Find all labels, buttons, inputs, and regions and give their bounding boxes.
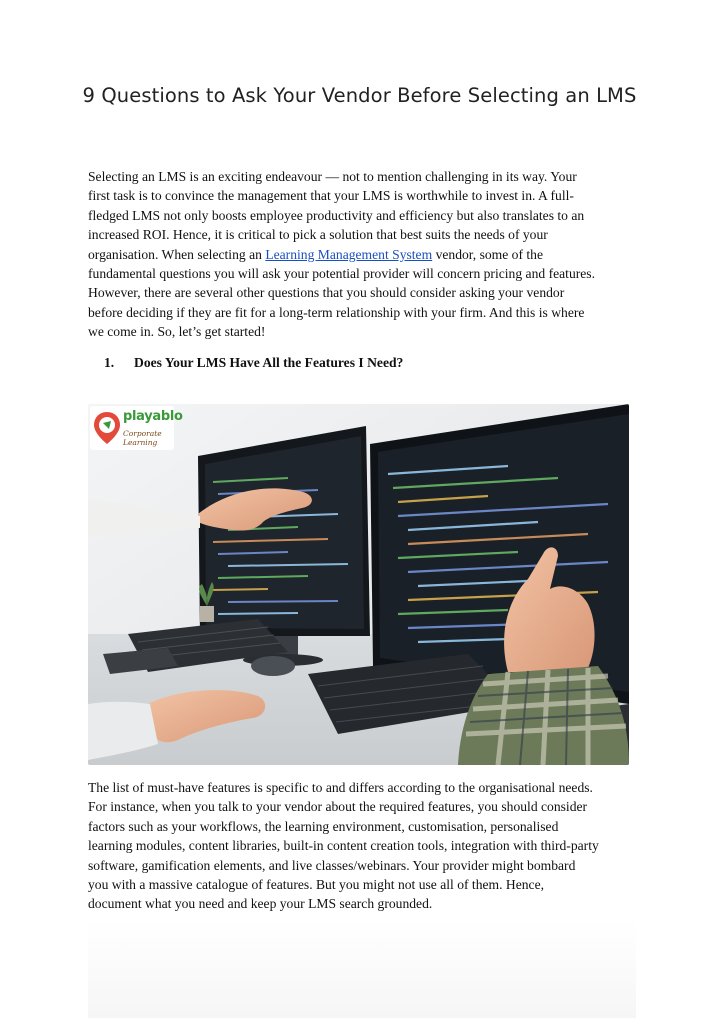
intro-line-with-link (88, 245, 636, 264)
intro-line: increased ROI. Hence, it is critical to pick a solution that best suits the needs of your (88, 227, 548, 243)
body-line: software, gamification elements, and live classes/webinars. Your provider might bombard (88, 857, 576, 873)
intro-line: fledged LMS not only boosts employee productivity and efficiency but also translates to an (88, 207, 585, 223)
intro-line: Selecting an LMS is an exciting endeavour — not to mention challenging in its way. Your (88, 169, 577, 184)
body-line: document what you need and keep your LMS search grounded. (88, 896, 433, 912)
page-bottom-area (88, 920, 636, 1018)
body-line: For instance, when you talk to your vendor about the required features, you should consider (88, 799, 588, 815)
logo-tagline: Corporate Learning (123, 429, 162, 447)
body-line: you with a massive catalogue of features. But you might not use all of them. Hence, (88, 877, 545, 893)
intro-line: we come in. So, let’s get started! (88, 324, 266, 340)
question-text: Does Your LMS Have All the Features I Need? (134, 355, 404, 370)
page-title: 9 Questions to Ask Your Vendor Before Selecting an LMS (82, 84, 637, 107)
intro-line-post: vendor, some of the (432, 246, 543, 262)
playablo-logo (90, 406, 183, 450)
logo-brand: playablo (123, 409, 183, 424)
intro-line: before deciding if they are fit for a long-term relationship with your firm. And this is where (88, 304, 585, 320)
intro-line: fundamental questions you will ask your potential provider will concern pricing and features. (88, 266, 595, 282)
developers-monitors-photo (88, 404, 629, 765)
lms-link[interactable]: Learning Management System (265, 246, 433, 262)
location-pin-icon (93, 411, 121, 445)
intro-line: However, there are several other questions that you should consider asking your vendor (88, 285, 565, 301)
body-line: learning modules, content libraries, built-in content creation tools, integration with third-party (88, 838, 599, 854)
features-paragraph (88, 778, 636, 914)
body-line: The list of must-have features is specific to and differs according to the organisational needs. (88, 780, 593, 795)
intro-line-pre: organisation. When selecting an (88, 246, 266, 262)
intro-line: first task is to convince the management that your LMS is worthwhile to invest in. A full- (88, 188, 574, 204)
intro-paragraph (88, 167, 636, 342)
question-number: 1. (104, 355, 115, 370)
body-line: factors such as your workflows, the learning environment, customisation, personalised (88, 818, 559, 834)
question-heading (104, 355, 403, 371)
